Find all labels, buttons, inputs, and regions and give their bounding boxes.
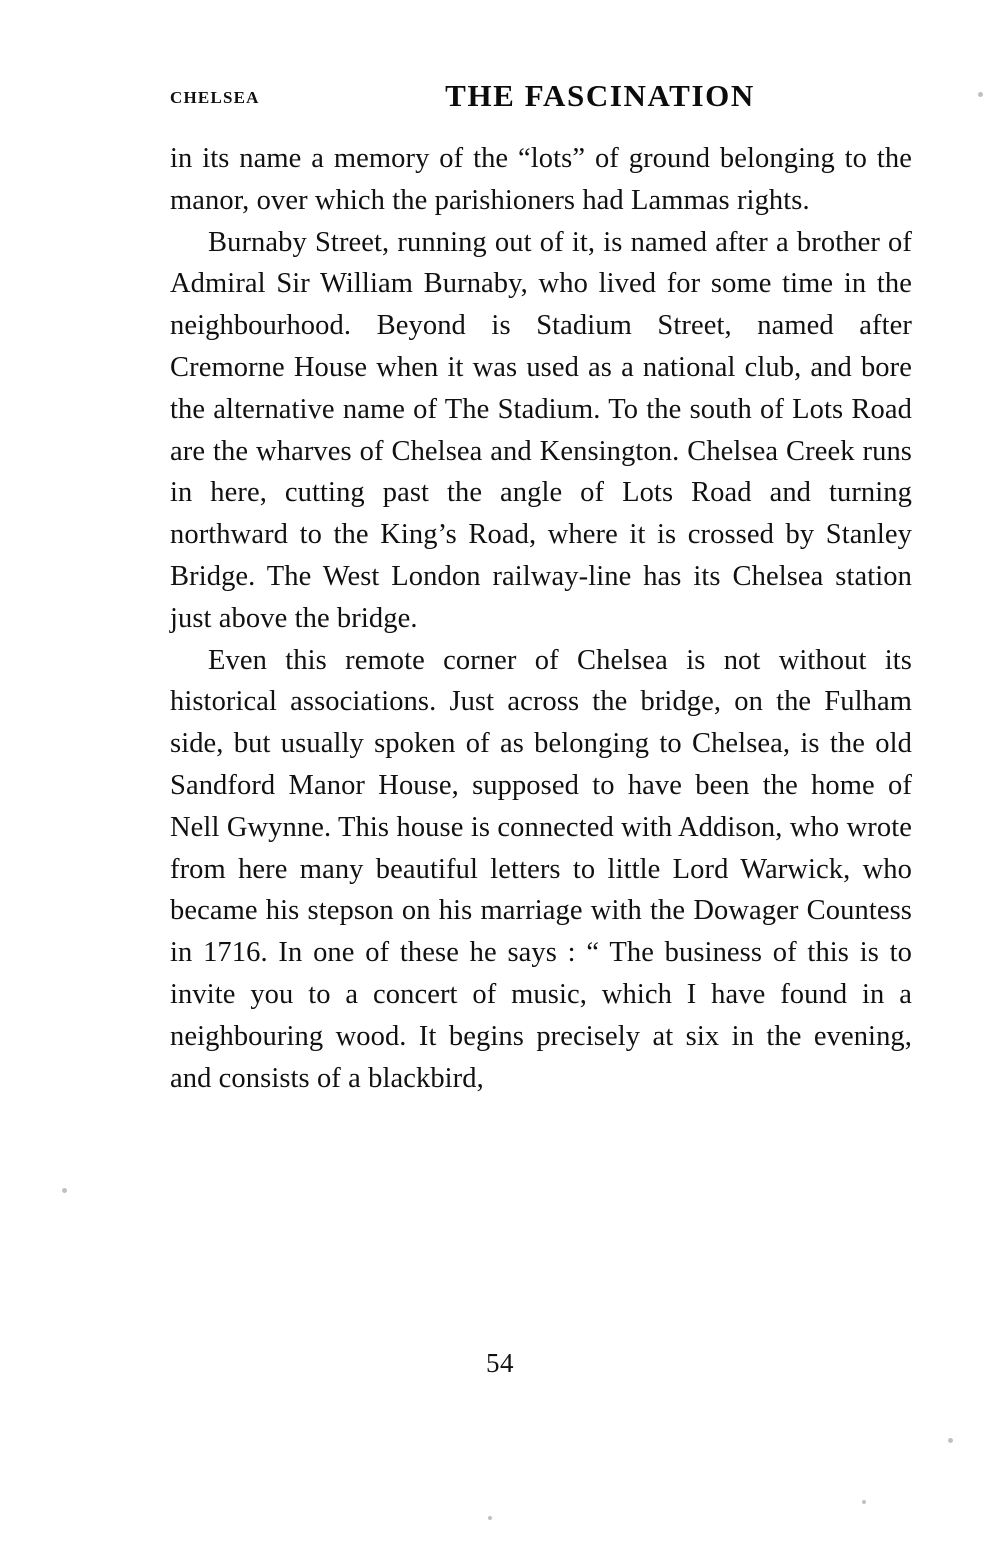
paper-speck xyxy=(862,1500,866,1504)
paper-speck xyxy=(488,1516,492,1520)
running-head-left: CHELSEA xyxy=(170,88,260,107)
paper-speck xyxy=(978,92,983,97)
paragraph-2: Burnaby Street, running out of it, is named after a brother of Admiral Sir William Burnaby, who lived for some time in the neighbourhood. Beyond is Stadium Street, named after Cremorne House when it was used as a national club, and bore the alternative name of The Stadium. To the south of Lots Road are the wharves of Chelsea and Kensington. Chelsea Creek runs in here, cutting past the angle of Lots Road and turning northward to the King’s Road, where it is crossed by Stanley Bridge. The West London railway-line has its Chelsea station just above the bridge. xyxy=(170,226,912,634)
page-header xyxy=(170,78,910,118)
page-body xyxy=(170,138,912,1099)
paper-speck xyxy=(62,1188,67,1193)
paper-speck xyxy=(948,1438,953,1443)
paragraph-3: Even this remote corner of Chelsea is not without its historical associations. Just across the bridge, on the Fulham side, but usually spoken of as belonging to Chelsea, is the old Sandford Manor House, supposed to have been the home of Nell Gwynne. This house is connected with Addison, who wrote from here many beautiful letters to little Lord Warwick, who became his stepson on his marriage with the Dowager Countess in 1716. In one of these he says : “ The business of this is to invite you to a concert of music, which I have found in a neighbouring wood. It begins precisely at six in the evening, and consists of a blackbird, xyxy=(170,644,912,1094)
running-head-title: THE FASCINATION xyxy=(445,78,755,113)
page-number: 54 xyxy=(486,1348,514,1378)
paragraph-1: in its name a memory of the “lots” of ground belonging to the manor, over which the parishioners had Lammas rights. xyxy=(170,143,912,216)
